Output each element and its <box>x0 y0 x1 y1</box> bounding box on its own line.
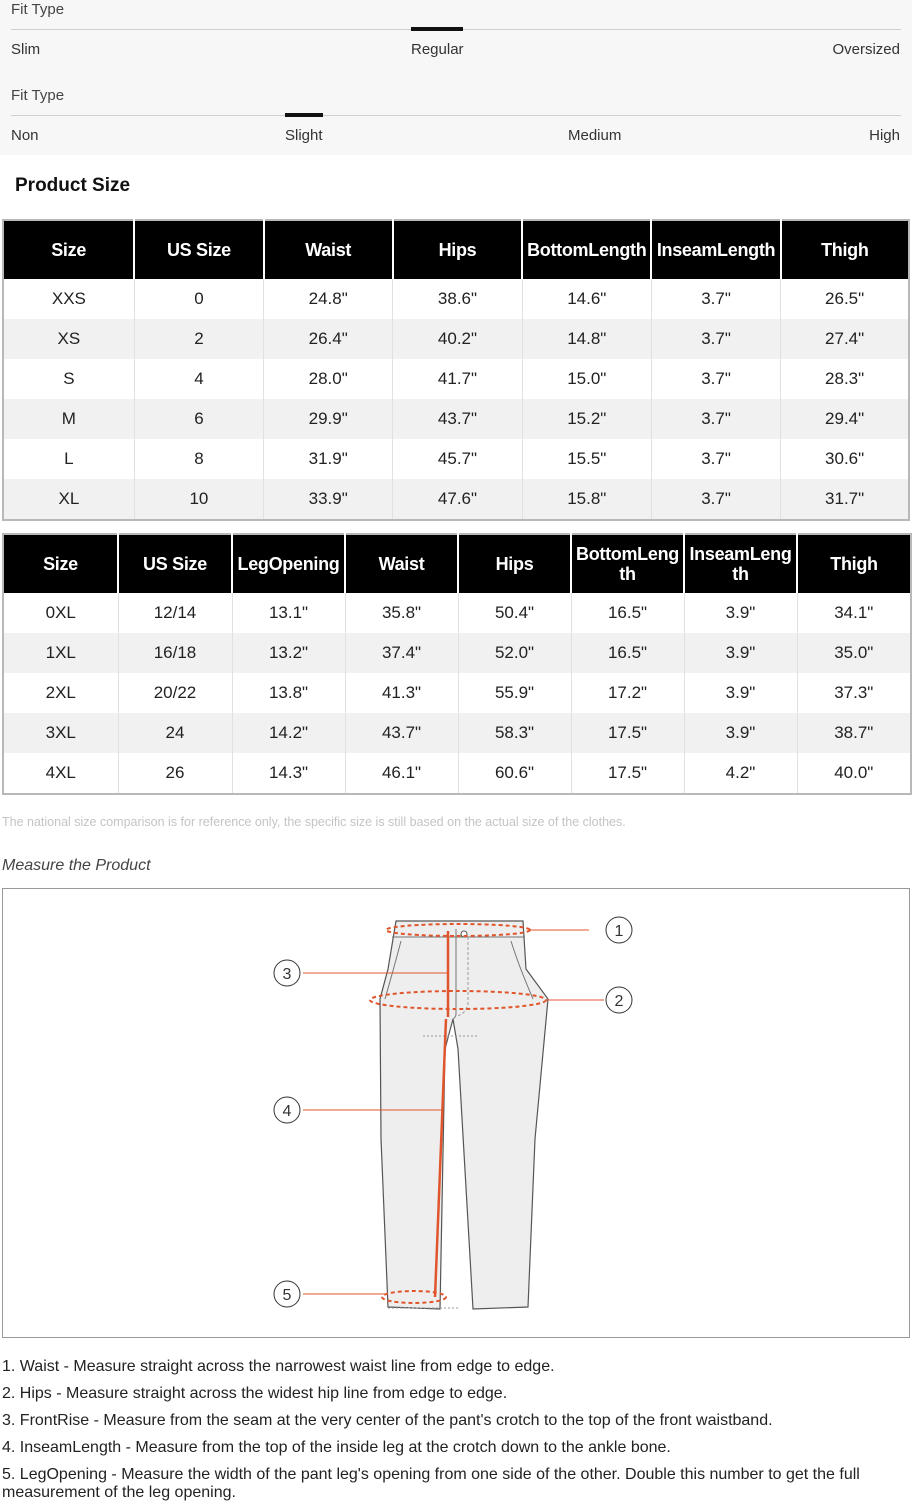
fit-selected-marker <box>411 27 463 31</box>
table-cell: 41.3" <box>345 673 458 713</box>
table-cell: 30.6" <box>781 439 909 479</box>
table-row <box>3 479 909 520</box>
table-cell: 13.2" <box>232 633 345 673</box>
header-inseam-length: InseamLength <box>684 534 797 593</box>
table-cell: 35.8" <box>345 593 458 633</box>
table-cell: 3.7" <box>651 399 780 439</box>
header-bottom-length: BottomLength <box>571 534 684 593</box>
table-cell: 10 <box>134 479 263 520</box>
callout-4 <box>274 1097 300 1123</box>
table-cell: 24.8" <box>264 279 393 319</box>
table-cell: 3.9" <box>684 593 797 633</box>
fit-label-oversized: Oversized <box>832 41 900 58</box>
table-cell: 15.0" <box>522 359 651 399</box>
table-cell: 50.4" <box>458 593 571 633</box>
table-cell: 26.4" <box>264 319 393 359</box>
table-cell: 17.2" <box>571 673 684 713</box>
table-row <box>3 439 909 479</box>
callout-3-label: 3 <box>282 966 292 983</box>
table-row <box>3 279 909 319</box>
header-size: Size <box>3 220 134 279</box>
header-thigh: Thigh <box>797 534 911 593</box>
table-cell: 3.7" <box>651 359 780 399</box>
table-cell: 26 <box>118 753 232 794</box>
table-cell: 12/14 <box>118 593 232 633</box>
table-cell: 60.6" <box>458 753 571 794</box>
table-cell: 37.3" <box>797 673 911 713</box>
callout-1 <box>606 917 632 943</box>
measurement-diagram <box>2 888 910 1338</box>
table-cell: 46.1" <box>345 753 458 794</box>
table-row <box>3 633 911 673</box>
table-cell: 14.3" <box>232 753 345 794</box>
table-cell: 29.4" <box>781 399 909 439</box>
table-cell: S <box>3 359 134 399</box>
header-hips: Hips <box>393 220 522 279</box>
table-header-row <box>3 534 911 593</box>
table-cell: 13.8" <box>232 673 345 713</box>
table-cell: 3.7" <box>651 279 780 319</box>
table-cell: 3XL <box>3 713 118 753</box>
callout-3 <box>274 960 300 986</box>
table-cell: 4XL <box>3 753 118 794</box>
table-cell: XL <box>3 479 134 520</box>
table-header-row <box>3 220 909 279</box>
table-cell: 15.8" <box>522 479 651 520</box>
table-row <box>3 359 909 399</box>
table-cell: L <box>3 439 134 479</box>
instruction-leg-opening: 5. LegOpening - Measure the width of the pant leg's opening from one side of the other. Double this number to get the full measurement of the leg opening. <box>2 1466 860 1501</box>
fit-selected-marker <box>285 113 323 117</box>
table-cell: 1XL <box>3 633 118 673</box>
instruction-front-rise: 3. FrontRise - Measure from the seam at the very center of the pant's crotch to the top of the front waistband. <box>2 1412 773 1429</box>
table-row <box>3 319 909 359</box>
header-waist: Waist <box>345 534 458 593</box>
fit-scale-track <box>11 115 901 116</box>
table-cell: 6 <box>134 399 263 439</box>
callout-2-label: 2 <box>614 993 624 1010</box>
table-cell: 35.0" <box>797 633 911 673</box>
table-row <box>3 713 911 753</box>
instruction-waist: 1. Waist - Measure straight across the narrowest waist line from edge to edge. <box>2 1358 555 1375</box>
table-cell: 4.2" <box>684 753 797 794</box>
fit-type-scale-1 <box>0 0 912 78</box>
table-cell: 3.7" <box>651 479 780 520</box>
instruction-inseam: 4. InseamLength - Measure from the top of the inside leg at the crotch down to the ankle bone. <box>2 1439 671 1456</box>
table-cell: 45.7" <box>393 439 522 479</box>
table-row <box>3 753 911 794</box>
table-cell: 33.9" <box>264 479 393 520</box>
table-cell: 43.7" <box>345 713 458 753</box>
header-us-size: US Size <box>118 534 232 593</box>
header-hips: Hips <box>458 534 571 593</box>
fit-label-medium: Medium <box>568 127 622 144</box>
header-thigh: Thigh <box>781 220 909 279</box>
pants-outline <box>380 921 548 1309</box>
table-cell: 0 <box>134 279 263 319</box>
table-cell: 2 <box>134 319 263 359</box>
table-cell: 16/18 <box>118 633 232 673</box>
table-cell: 38.7" <box>797 713 911 753</box>
table-cell: 17.5" <box>571 753 684 794</box>
table-cell: 27.4" <box>781 319 909 359</box>
table-cell: 52.0" <box>458 633 571 673</box>
table-cell: 24 <box>118 713 232 753</box>
table-cell: 15.2" <box>522 399 651 439</box>
measurement-instructions <box>2 1353 910 1502</box>
callout-5 <box>274 1281 300 1307</box>
table-cell: 3.9" <box>684 633 797 673</box>
table-cell: M <box>3 399 134 439</box>
size-note: The national size comparison is for reference only, the specific size is still based on the actual size of the clothes. <box>2 815 626 829</box>
header-waist: Waist <box>264 220 393 279</box>
fit-label-high: High <box>869 127 900 144</box>
table-cell: 17.5" <box>571 713 684 753</box>
measure-title: Measure the Product <box>2 857 151 874</box>
table-cell: 0XL <box>3 593 118 633</box>
table-cell: 58.3" <box>458 713 571 753</box>
table-cell: 13.1" <box>232 593 345 633</box>
fit-label-slight: Slight <box>285 127 323 144</box>
table-cell: 55.9" <box>458 673 571 713</box>
table-cell: 20/22 <box>118 673 232 713</box>
table-cell: 31.7" <box>781 479 909 520</box>
table-cell: 26.5" <box>781 279 909 319</box>
fit-type-title: Fit Type <box>11 87 65 104</box>
size-table-plus <box>2 533 912 795</box>
table-row <box>3 673 911 713</box>
instruction-hips: 2. Hips - Measure straight across the widest hip line from edge to edge. <box>2 1385 508 1402</box>
header-us-size: US Size <box>134 220 263 279</box>
size-table-regular <box>2 219 910 521</box>
table-cell: 43.7" <box>393 399 522 439</box>
fit-label-slim: Slim <box>11 41 41 58</box>
table-cell: 40.0" <box>797 753 911 794</box>
fit-type-scale-2 <box>0 86 912 164</box>
table-cell: 47.6" <box>393 479 522 520</box>
table-cell: 3.9" <box>684 673 797 713</box>
table-row <box>3 399 909 439</box>
table-cell: 15.5" <box>522 439 651 479</box>
table-cell: 14.2" <box>232 713 345 753</box>
table-cell: 37.4" <box>345 633 458 673</box>
header-size: Size <box>3 534 118 593</box>
callout-1-label: 1 <box>614 923 624 940</box>
table-cell: 14.8" <box>522 319 651 359</box>
table-cell: 31.9" <box>264 439 393 479</box>
table-cell: 38.6" <box>393 279 522 319</box>
table-cell: 3.7" <box>651 319 780 359</box>
table-cell: 41.7" <box>393 359 522 399</box>
table-cell: 16.5" <box>571 633 684 673</box>
table-cell: 28.0" <box>264 359 393 399</box>
table-cell: 40.2" <box>393 319 522 359</box>
table-cell: 3.9" <box>684 713 797 753</box>
product-size-title: Product Size <box>15 175 131 196</box>
table-cell: 28.3" <box>781 359 909 399</box>
callout-2 <box>606 987 632 1013</box>
table-cell: 3.7" <box>651 439 780 479</box>
table-cell: XXS <box>3 279 134 319</box>
table-cell: XS <box>3 319 134 359</box>
table-cell: 34.1" <box>797 593 911 633</box>
table-cell: 4 <box>134 359 263 399</box>
pants-illustration <box>3 889 909 1337</box>
fit-type-panel <box>0 0 912 155</box>
table-cell: 29.9" <box>264 399 393 439</box>
header-leg-opening: LegOpening <box>232 534 345 593</box>
header-bottom-length: BottomLength <box>522 220 651 279</box>
table-cell: 2XL <box>3 673 118 713</box>
header-inseam-length: InseamLength <box>651 220 780 279</box>
callout-4-label: 4 <box>282 1103 292 1120</box>
fit-label-non: Non <box>11 127 39 144</box>
table-cell: 14.6" <box>522 279 651 319</box>
table-cell: 16.5" <box>571 593 684 633</box>
callout-5-label: 5 <box>282 1287 292 1304</box>
table-cell: 8 <box>134 439 263 479</box>
fit-label-regular: Regular <box>411 41 464 58</box>
table-row <box>3 593 911 633</box>
fit-type-title: Fit Type <box>11 1 65 18</box>
